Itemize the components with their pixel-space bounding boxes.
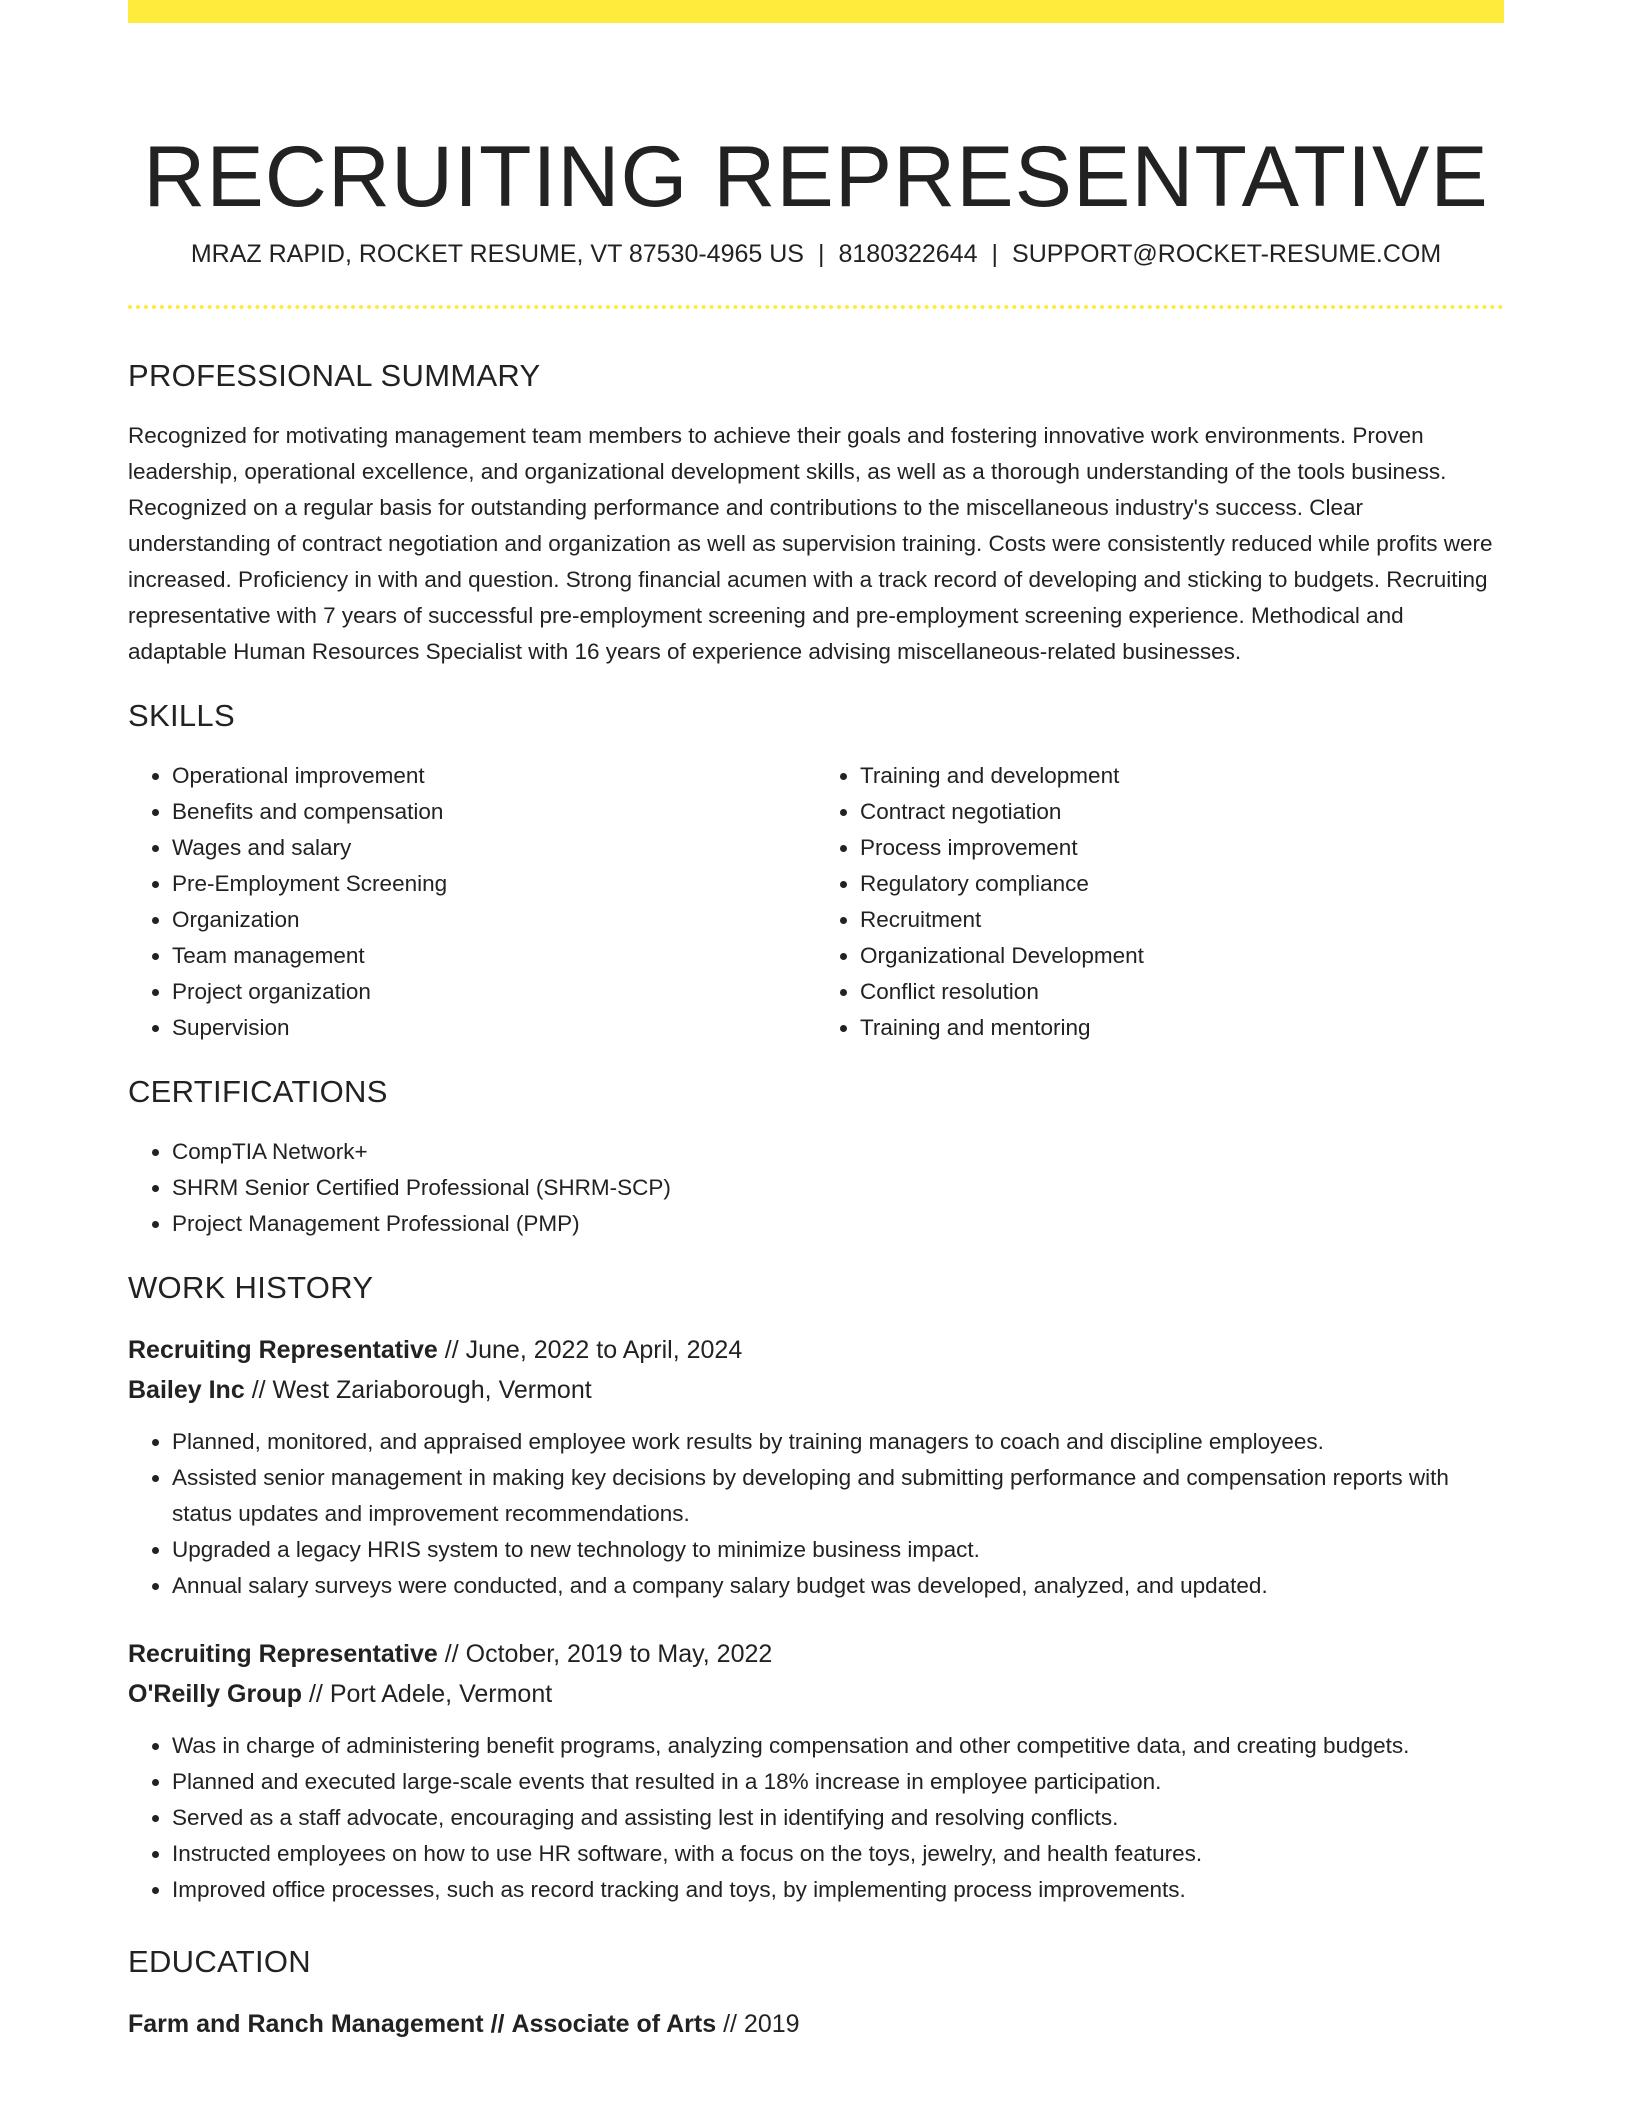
- certifications-list: [128, 1134, 1504, 1242]
- job-bullets: [128, 1424, 1504, 1604]
- job-bullet: • Was in charge of administering benefit programs, analyzing compensation and other competitive data, and creating budgets.: [172, 1728, 1504, 1764]
- job-title-line: [128, 1634, 1504, 1674]
- skill-item: • Pre-Employment Screening: [172, 866, 816, 902]
- work-history-heading: WORK HISTORY: [128, 1270, 374, 1305]
- skill-item: • Recruitment: [860, 902, 1504, 938]
- contact-line: [128, 236, 1504, 272]
- job-bullet: • Upgraded a legacy HRIS system to new technology to minimize business impact.: [172, 1532, 1504, 1568]
- job-location: // West Zariaborough, Vermont: [251, 1376, 592, 1404]
- job-bullet: • Planned and executed large-scale events that resulted in a 18% increase in employee participation.: [172, 1764, 1504, 1800]
- job-company: Bailey Inc: [128, 1376, 245, 1404]
- certification-item: • Project Management Professional (PMP): [172, 1206, 1504, 1242]
- job-title: Recruiting Representative: [128, 1336, 438, 1364]
- skill-item: • Supervision: [172, 1010, 816, 1046]
- education-degree: Associate of Arts: [511, 2010, 717, 2038]
- page-title: RECRUITING REPRESENTATIVE: [143, 128, 1489, 225]
- skill-item: • Project organization: [172, 974, 816, 1010]
- job-bullets: [128, 1728, 1504, 1908]
- contact-address: MRAZ RAPID, ROCKET RESUME, VT 87530-4965 US: [190, 240, 804, 268]
- certification-item: • CompTIA Network+: [172, 1134, 1504, 1170]
- contact-separator: |: [817, 240, 825, 268]
- skills-right-list: [816, 758, 1504, 1046]
- certifications-heading: CERTIFICATIONS: [128, 1074, 388, 1109]
- education-year: // 2019: [723, 2010, 800, 2038]
- skill-item: • Contract negotiation: [860, 794, 1504, 830]
- job-bullet: • Improved office processes, such as record tracking and toys, by implementing process improvements.: [172, 1872, 1504, 1908]
- job-company: O'Reilly Group: [128, 1680, 303, 1708]
- skill-item: • Training and mentoring: [860, 1010, 1504, 1046]
- job-bullet: • Served as a staff advocate, encouraging and assisting lest in identifying and resolving conflicts.: [172, 1800, 1504, 1836]
- dotted-divider: [128, 305, 1504, 309]
- education-field: Farm and Ranch Management: [128, 2010, 484, 2038]
- skill-item: • Team management: [172, 938, 816, 974]
- job-entry: [128, 1330, 1504, 1604]
- skills-left-list: [128, 758, 816, 1046]
- education-separator: //: [490, 2010, 505, 2038]
- summary-section: [128, 352, 1504, 670]
- job-dates: // June, 2022 to April, 2024: [444, 1336, 743, 1364]
- job-title: Recruiting Representative: [128, 1640, 438, 1668]
- skill-item: • Regulatory compliance: [860, 866, 1504, 902]
- skill-item: • Organization: [172, 902, 816, 938]
- job-company-line: [128, 1370, 1504, 1410]
- certifications-section: [128, 1068, 1504, 1242]
- certification-item: • SHRM Senior Certified Professional (SHRM-SCP): [172, 1170, 1504, 1206]
- education-heading: EDUCATION: [128, 1944, 311, 1979]
- job-title-line: [128, 1330, 1504, 1370]
- job-bullet: • Planned, monitored, and appraised employee work results by training managers to coach and discipline employees.: [172, 1424, 1504, 1460]
- skills-heading: SKILLS: [128, 698, 235, 733]
- job-bullet: • Assisted senior management in making key decisions by developing and submitting performance and compensation reports with status updates and improvement recommendations.: [172, 1460, 1504, 1532]
- skill-item: • Wages and salary: [172, 830, 816, 866]
- accent-bar: [128, 0, 1504, 23]
- contact-separator: |: [991, 240, 999, 268]
- skill-item: • Conflict resolution: [860, 974, 1504, 1010]
- education-line: [128, 2004, 1504, 2044]
- skills-columns: [128, 758, 1504, 1046]
- skill-item: • Benefits and compensation: [172, 794, 816, 830]
- job-entry: [128, 1634, 1504, 1908]
- skills-section: [128, 692, 1504, 1046]
- skill-item: • Training and development: [860, 758, 1504, 794]
- skill-item: • Process improvement: [860, 830, 1504, 866]
- contact-phone: 8180322644: [838, 240, 978, 268]
- work-history-section: [128, 1264, 1504, 1908]
- job-location: // Port Adele, Vermont: [308, 1680, 553, 1708]
- summary-heading: PROFESSIONAL SUMMARY: [128, 358, 541, 393]
- job-company-line: [128, 1674, 1504, 1714]
- resume-body: [128, 352, 1504, 2044]
- job-bullet: • Instructed employees on how to use HR software, with a focus on the toys, jewelry, and health features.: [172, 1836, 1504, 1872]
- summary-text: Recognized for motivating management team members to achieve their goals and fostering innovative work environments. Proven leadership, operational excellence, and organizational development skills, as well as a thorough understanding of the tools business. Recognized on a regular basis for outstanding performance and contributions to the miscellaneous industry's success. Clear understanding of contract negotiation and organization as well as supervision training. Costs were consistently reduced while profits were increased. Proficiency in with and question. Strong financial acumen with a track record of developing and sticking to budgets. Recruiting representative with 7 years of successful pre-employment screening and pre-employment screening experience. Methodical and adaptable Human Resources Specialist with 16 years of experience advising miscellaneous-related businesses.: [128, 423, 1493, 664]
- job-dates: // October, 2019 to May, 2022: [444, 1640, 773, 1668]
- contact-email[interactable]: SUPPORT@ROCKET-RESUME.COM: [1012, 240, 1442, 268]
- education-section: [128, 1938, 1504, 2044]
- skill-item: • Operational improvement: [172, 758, 816, 794]
- skill-item: • Organizational Development: [860, 938, 1504, 974]
- job-bullet: • Annual salary surveys were conducted, and a company salary budget was developed, analyzed, and updated.: [172, 1568, 1504, 1604]
